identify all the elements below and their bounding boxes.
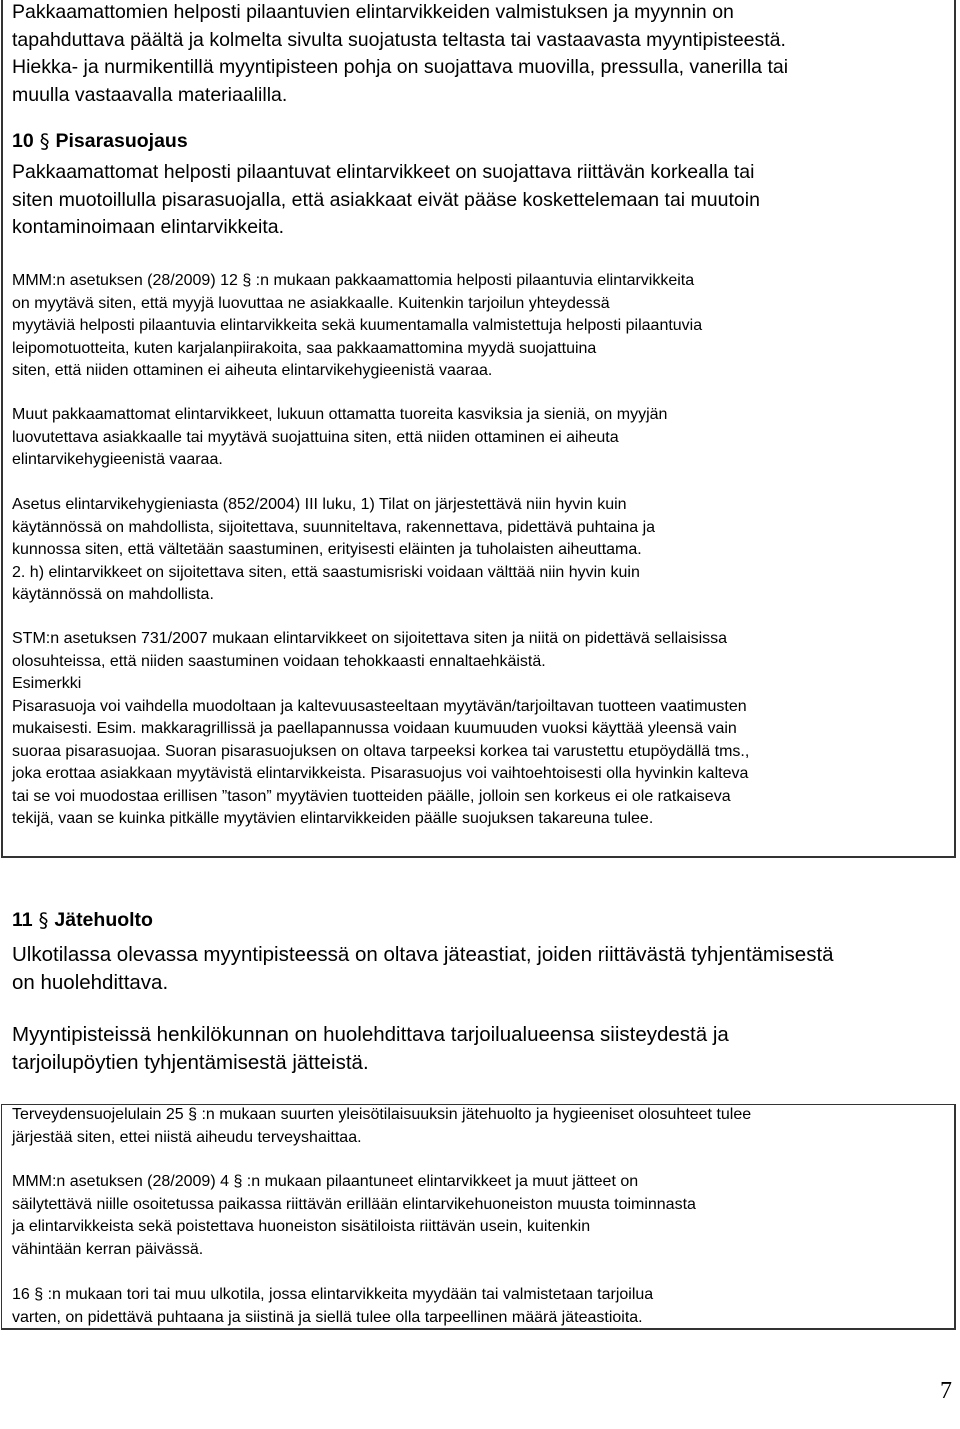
example-line: joka erottaa asiakkaan myytävistä elintarvikkeista. Pisarasuojus voi vaihtoehtoisesti olla hyvinkin kalteva [12,765,749,782]
mmm-4-line: säilytettävä niille osoitetussa paikassa riittävän erillään elintarvikehuoneiston muusta toiminnasta [12,1195,696,1213]
section-11-heading [12,907,153,935]
section-11-number: 11 [12,909,33,931]
section-symbol: § [39,130,50,153]
section-10-number: 10 [12,130,34,152]
page-number: 7 [940,1378,952,1404]
intro-line: tapahduttava päältä ja kolmelta sivulta suojatusta teltasta tai vastaavasta myyntipisteestä. [12,28,786,51]
example-line: Pisarasuoja voi vaihdella muodoltaan ja kaltevuusasteeltaan myytävän/tarjoiltavan tuotteen vaatimusten [12,697,747,715]
mmm-4-line: MMM:n asetuksen (28/2009) 4 § :n mukaan pilaantuneet elintarvikkeet ja muut jätteet on [12,1173,639,1190]
mmm-12-line: myytäviä helposti pilaantuvia elintarvikkeita sekä kuumentamalla valmistettuja helposti pilaantuvia [12,317,703,334]
mmm-12-line: leipomotuotteita, kuten karjalanpiirakoita, saa pakkaamattomina myydä suojattuina [12,339,597,357]
mmm-12-line: MMM:n asetuksen (28/2009) 12 § :n mukaan pakkaamattomia helposti pilaantuvia elintarvikkeita [12,272,695,289]
example-line: mukaisesti. Esim. makkaragrillissä ja paellapannussa voidaan kuumuuden vuoksi käyttää yleensä vain [12,720,737,737]
example-label: Esimerkki [12,675,82,692]
example-line: suoraa pisarasuojaa. Suoran pisarasuojuksen on oltava tarpeeksi korkea tai varustettu etupöydällä tms., [12,742,750,760]
mmm-4-line: vähintään kerran päivässä. [12,1240,204,1258]
terveydensuojelulaki-line: järjestää siten, ettei niistä aiheudu terveyshaittaa. [12,1128,362,1146]
muut-line: elintarvikehygieenistä vaaraa. [12,451,223,468]
asetus-line: käytännössä on mahdollista. [12,586,214,603]
muut-line: luovutettava asiakkaalle tai myytävä suojattuina siten, että niiden ottaminen ei aiheuta [12,428,619,446]
section-16-line: varten, on pidettävä puhtaana ja siistinä ja siellä tulee olla tarpeellinen määrä jäteastioita. [12,1308,643,1326]
section-10-heading [12,128,188,156]
intro-line: muulla vastaavalla materiaalilla. [12,83,288,106]
section-10-title: Pisarasuojaus [55,130,188,152]
asetus-line: kunnossa siten, että vältetään saastuminen, erityisesti eläinten ja tuholaisten aiheuttama. [12,541,642,558]
section-16-line: 16 § :n mukaan tori tai muu ulkotila, jossa elintarvikkeita myydään tai valmistetaan tarjoilua [12,1286,654,1303]
asetus-line: käytännössä on mahdollista, sijoitettava, suunniteltava, rakennettava, pidettävä puhtaina ja [12,518,656,536]
example-line: tai se voi muodostaa erillisen ”tason” myytävien tuotteiden päälle, jolloin sen korkeus ei ole ratkaiseva [12,787,731,805]
section-11-title: Jätehuolto [54,909,153,931]
stm-line: olosuhteissa, että niiden saastuminen voidaan tehokkaasti ennaltaehkäistä. [12,652,546,670]
section-11-line: on huolehdittava. [12,971,169,994]
intro-line: Hiekka- ja nurmikentillä myyntipisteen pohja on suojattava muovilla, pressulla, vanerilla tai [12,56,789,78]
section-symbol: § [38,909,49,932]
section-10-line: Pakkaamattomat helposti pilaantuvat elintarvikkeet on suojattava riittävän korkealla tai [12,161,755,183]
section-11-line: tarjoilupöytien tyhjentämisestä jätteistä. [12,1051,369,1074]
terveydensuojelulaki-line: Terveydensuojelulain 25 § :n mukaan suurten yleisötilaisuuksin jätehuolto ja hygieeniset olosuhteet tulee [12,1106,752,1123]
asetus-line: Asetus elintarvikehygieniasta (852/2004) III luku, 1) Tilat on järjestettävä niin hyvin kuin [12,496,627,513]
asetus-line: 2. h) elintarvikkeet on sijoitettava siten, että saastumisriski voidaan välttää niin hyvin kuin [12,563,640,581]
section-11-line: Myyntipisteissä henkilökunnan on huolehdittava tarjoilualueensa siisteydestä ja [12,1023,729,1046]
muut-line: Muut pakkaamattomat elintarvikkeet, lukuun ottamatta tuoreita kasviksia ja sieniä, on myyjän [12,406,668,423]
section-11-line: Ulkotilassa olevassa myyntipisteessä on oltava jäteastiat, joiden riittävästä tyhjentämisestä [12,943,834,966]
stm-line: STM:n asetuksen 731/2007 mukaan elintarvikkeet on sijoitettava siten ja niitä on pidettävä sellaisissa [12,630,728,647]
section-10-line: siten muotoillulla pisarasuojalla, että asiakkaat eivät pääse koskettelemaan tai muutoin [12,188,760,211]
mmm-12-line: on myytävä siten, että myyjä luovuttaa ne asiakkaalle. Kuitenkin tarjoilun yhteydessä [12,294,610,312]
intro-line: Pakkaamattomien helposti pilaantuvien elintarvikkeiden valmistuksen ja myynnin on [12,1,734,23]
mmm-4-line: ja elintarvikkeista sekä poistettava huoneiston sisätiloista riittävän usein, kuitenkin [12,1218,591,1235]
example-line: tekijä, vaan se kuinka pitkälle myytävien elintarvikkeiden päälle suojuksen takareuna tulee. [12,810,654,827]
mmm-12-line: siten, että niiden ottaminen ei aiheuta elintarvikehygieenistä vaaraa. [12,362,493,379]
section-10-line: kontaminoimaan elintarvikkeita. [12,216,285,238]
